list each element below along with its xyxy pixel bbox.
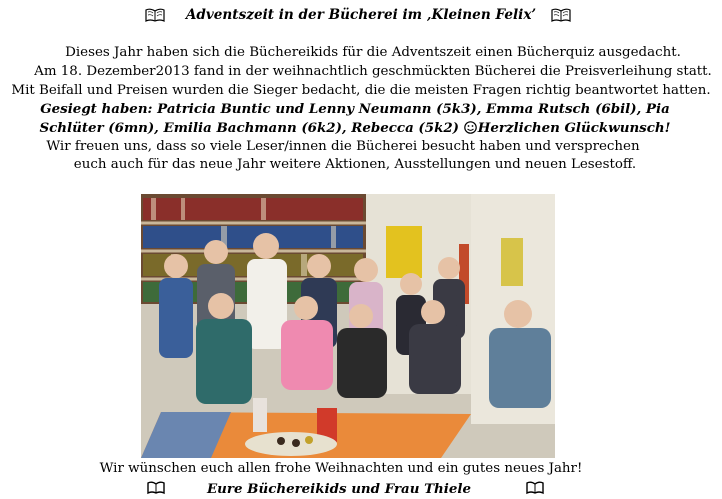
group-photo-image bbox=[141, 194, 555, 458]
intro-paragraph-line: Dieses Jahr haben sich die Büchereikids für die Adventszeit einen Bücherquiz ausgedacht. bbox=[65, 45, 681, 60]
winners-line bbox=[0, 120, 716, 138]
congratulations-text: Herzlichen Glückwunsch! bbox=[477, 120, 671, 136]
signature: Eure Büchereikids und Frau Thiele bbox=[206, 481, 472, 497]
smiley-icon bbox=[464, 121, 477, 138]
book-icon bbox=[526, 481, 544, 495]
winners-names: Schlüter (6mn), Emilia Bachmann (6k2), Rebecca (5k2) bbox=[39, 120, 460, 136]
winners-line: Gesiegt haben: Patricia Buntic und Lenny Neumann (5k3), Emma Rutsch (6bil), Pia bbox=[40, 101, 670, 117]
page-title: Adventszeit in der Bücherei im ‚Kleinen Felix’ bbox=[185, 7, 537, 23]
intro-paragraph-line: Am 18. Dezember2013 fand in der weihnachtlich geschmückten Bücherei die Preisverleihung statt. bbox=[34, 64, 712, 79]
closing-paragraph-line: euch auch für das neue Jahr weitere Aktionen, Ausstellungen und neuen Lesestoff. bbox=[73, 157, 637, 172]
holiday-greeting: Wir wünschen euch allen frohe Weihnachten und ein gutes neues Jahr! bbox=[99, 461, 583, 476]
closing-paragraph-line: Wir freuen uns, dass so viele Leser/innen die Bücherei besucht haben und versprechen bbox=[46, 139, 640, 154]
open-book-icon bbox=[551, 7, 569, 21]
intro-paragraph-line: Mit Beifall und Preisen wurden die Sieger bedacht, die die meisten Fragen richtig beantwortet hatten. bbox=[11, 83, 711, 98]
